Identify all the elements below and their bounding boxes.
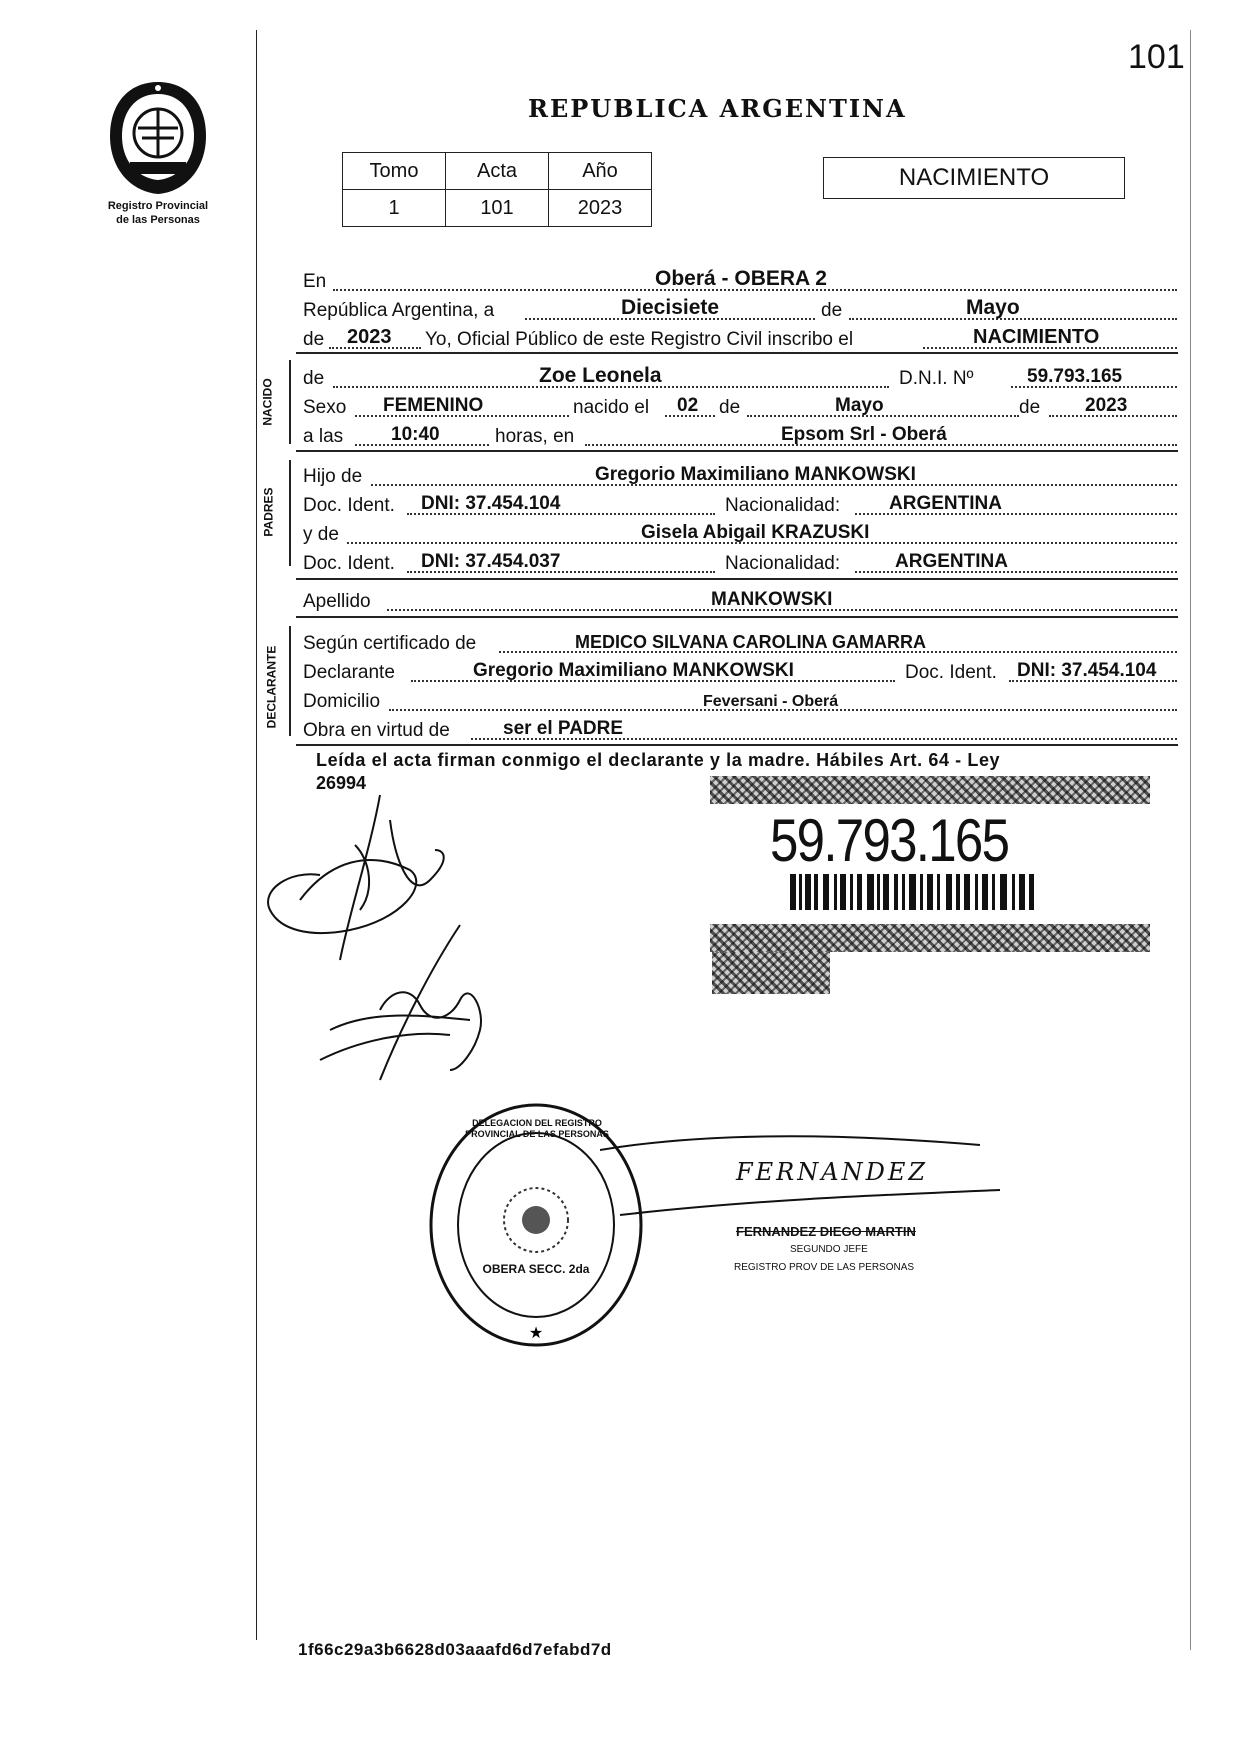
birth-month-value: Mayo	[835, 395, 884, 416]
closing-line-1: Leída el acta firman conmigo el declarante y la madre. Hábiles Art. 64 - Ley	[316, 750, 1001, 770]
header-anio: Año	[549, 153, 652, 190]
official-name: FERNANDEZ DIEGO MARTIN	[736, 1224, 916, 1239]
inscribe-type-value: NACIMIENTO	[973, 326, 1100, 348]
domicilio-value: Feversani - Oberá	[703, 693, 839, 710]
intro-row-1	[303, 265, 1177, 295]
separator	[296, 352, 1178, 354]
separator	[296, 616, 1178, 618]
declarante-row-1	[303, 627, 1177, 657]
mother-doc-value: DNI: 37.454.037	[421, 551, 561, 572]
child-name-value: Zoe Leonela	[539, 364, 662, 387]
sticker-number: 59.793.165	[770, 807, 1009, 874]
obra-value: ser el PADRE	[503, 718, 624, 739]
birth-day-value: 02	[677, 395, 699, 416]
closing-line-2: 26994	[316, 773, 367, 793]
mother-name-value: Gisela Abigail KRAZUSKI	[641, 522, 870, 543]
stamp-ring-text: DELEGACION DEL REGISTRO PROVINCIAL DE LAS PERSONAS	[465, 1118, 609, 1139]
hijo-de-label: Hijo de	[303, 466, 363, 487]
official-title: SEGUNDO JEFE	[790, 1244, 868, 1255]
nacido-row-3	[303, 420, 1177, 450]
doc-ident-label: Doc. Ident.	[905, 662, 997, 683]
separator	[296, 450, 1178, 452]
dni-label: D.N.I. Nº	[899, 368, 974, 389]
sexo-value: FEMENINO	[383, 395, 484, 416]
intro-row-3	[303, 323, 1177, 353]
de-label-2: de	[303, 329, 325, 350]
province-logo	[102, 78, 214, 198]
official-office: REGISTRO PROV DE LAS PERSONAS	[734, 1262, 915, 1273]
left-margin-line	[256, 30, 257, 1640]
father-nationality-value: ARGENTINA	[889, 493, 1002, 514]
header-tomo: Tomo	[343, 153, 446, 190]
nacido-el-label: nacido el	[573, 397, 650, 418]
value-acta: 101	[446, 190, 549, 227]
sticker-band-bottom	[710, 924, 1150, 952]
apellido-value: MANKOWSKI	[711, 589, 833, 610]
separator	[296, 744, 1178, 746]
nacido-row-1	[303, 362, 1177, 392]
mother-nationality-value: ARGENTINA	[895, 551, 1008, 572]
domicilio-label: Domicilio	[303, 691, 381, 712]
de-label-birth: de	[719, 397, 741, 418]
intro-row-2	[303, 294, 1177, 324]
birth-time-value: 10:40	[391, 424, 440, 445]
nacido-side-label: NACIDO	[260, 378, 275, 426]
doc-ident-label: Doc. Ident.	[303, 553, 395, 574]
declarante-value: Gregorio Maximiliano MANKOWSKI	[473, 660, 794, 681]
certificado-value: MEDICO SILVANA CAROLINA GAMARRA	[575, 632, 926, 652]
place-value: Oberá - OBERA 2	[655, 267, 827, 290]
value-anio: 2023	[549, 190, 652, 227]
apellido-label: Apellido	[303, 591, 371, 612]
page-number: 101	[1128, 38, 1185, 76]
yo-text: Yo, Oficial Público de este Registro Civil inscribo el	[425, 329, 854, 350]
de-label: de	[303, 368, 325, 389]
birth-place-value: Epsom Srl - Oberá	[781, 424, 947, 445]
apellido-row	[303, 585, 1177, 615]
sticker-hologram	[712, 952, 830, 994]
declarante-bracket	[289, 626, 291, 736]
nacido-bracket	[289, 360, 291, 444]
padres-row-4	[303, 547, 1177, 577]
declarante-doc-value: DNI: 37.454.104	[1017, 660, 1157, 681]
misiones-seal-icon	[102, 78, 214, 198]
a-las-label: a las	[303, 426, 344, 447]
father-name-value: Gregorio Maximiliano MANKOWSKI	[595, 464, 916, 485]
document-title: REPUBLICA ARGENTINA	[528, 94, 907, 123]
sticker-band-top	[710, 776, 1150, 804]
sexo-label: Sexo	[303, 397, 347, 418]
de-label-birth-2: de	[1019, 397, 1041, 418]
nacionalidad-label: Nacionalidad:	[725, 553, 841, 574]
declarante-label: Declarante	[303, 662, 395, 683]
stamp-bottom-text: OBERA SECC. 2da	[482, 1262, 590, 1276]
birth-year-value: 2023	[1085, 395, 1128, 416]
padres-row-1	[303, 460, 1177, 490]
y-de-label: y de	[303, 524, 339, 545]
declarante-row-4	[303, 714, 1177, 744]
barcode	[790, 874, 1035, 915]
nacido-row-2	[303, 391, 1177, 421]
child-dni-value: 59.793.165	[1027, 366, 1123, 387]
record-table	[342, 152, 652, 227]
certificado-label: Según certificado de	[303, 633, 477, 654]
padres-side-label: PADRES	[261, 487, 276, 537]
logo-caption-line2: de las Personas	[116, 214, 200, 226]
republica-label: República Argentina, a	[303, 300, 495, 321]
header-acta: Acta	[446, 153, 549, 190]
nacionalidad-label: Nacionalidad:	[725, 495, 841, 516]
declarante-side-label: DECLARANTE	[264, 645, 279, 729]
padres-row-2	[303, 489, 1177, 519]
day-value: Diecisiete	[621, 296, 720, 319]
official-signature-text: FERNANDEZ	[736, 1158, 929, 1186]
document-hash: 1f66c29a3b6628d03aaafd6d7efabd7d	[298, 1640, 612, 1659]
padres-bracket	[289, 460, 291, 566]
doc-ident-label: Doc. Ident.	[303, 495, 395, 516]
en-label: En	[303, 271, 327, 292]
value-tomo: 1	[343, 190, 446, 227]
barcode-icon	[790, 874, 1035, 910]
de-label: de	[821, 300, 843, 321]
logo-caption-line1: Registro Provincial	[107, 200, 209, 212]
record-type-box: NACIMIENTO	[823, 157, 1125, 199]
year-value: 2023	[347, 326, 392, 348]
horas-label: horas, en	[495, 426, 575, 447]
declarante-row-2	[303, 656, 1177, 686]
table-row	[343, 153, 652, 190]
right-margin-line	[1190, 30, 1191, 1650]
svg-text:★: ★	[528, 1323, 544, 1342]
month-value: Mayo	[966, 296, 1020, 319]
obra-label: Obra en virtud de	[303, 720, 450, 741]
separator	[296, 578, 1178, 580]
signature-madre	[310, 920, 520, 1090]
declarante-row-3	[303, 685, 1177, 715]
padres-row-3	[303, 518, 1177, 548]
table-row	[343, 190, 652, 227]
father-doc-value: DNI: 37.454.104	[421, 493, 561, 514]
